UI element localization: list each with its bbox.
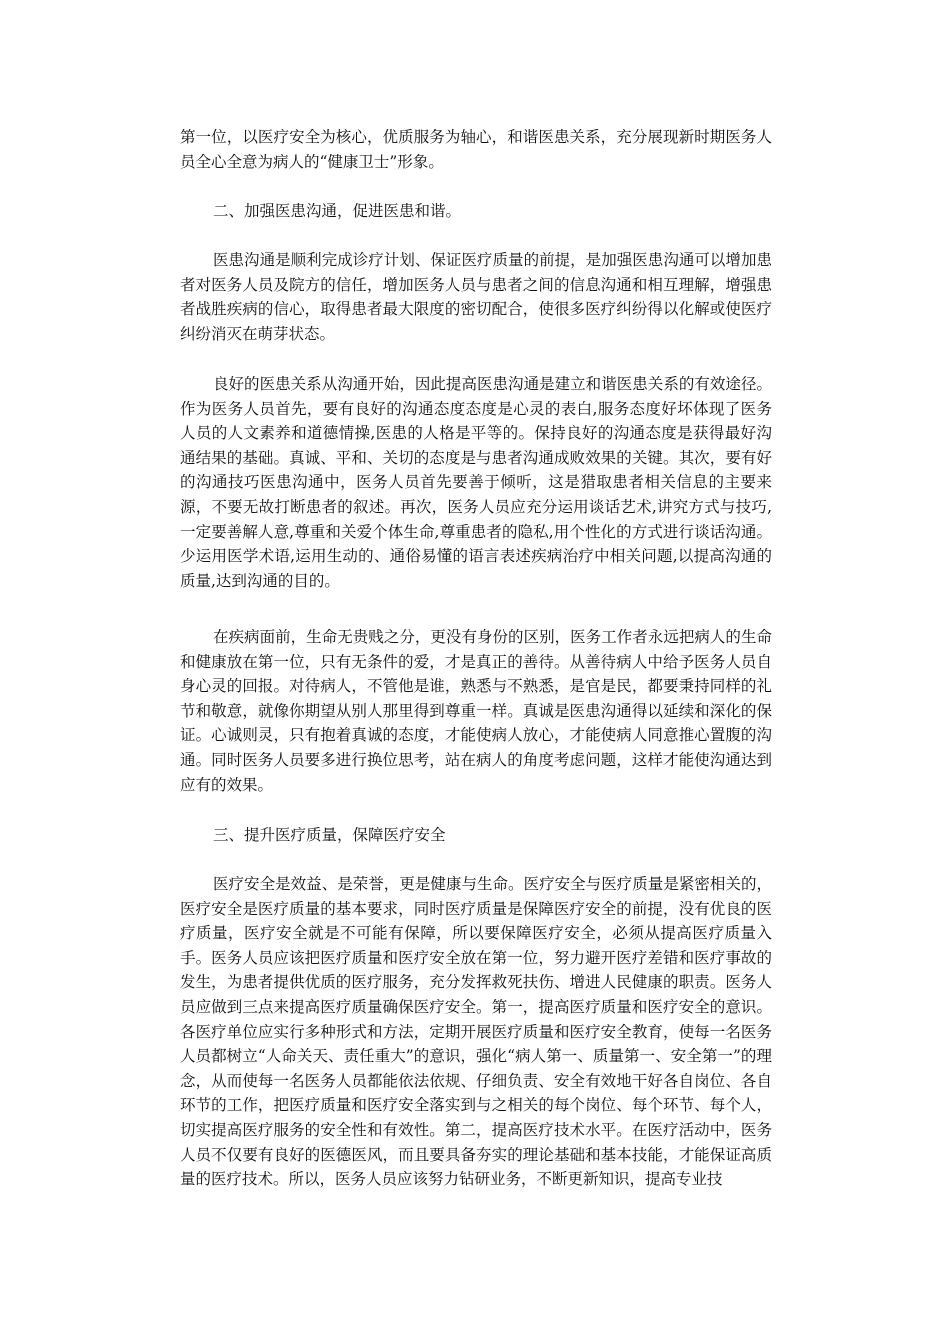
paragraph-text: 良好的医患关系从沟通开始，因此提高医患沟通是建立和谐医患关系的有效途径。作为医务人员首先，要有良好的沟通态度态度是心灵的表白,服务态度好坏体现了医务人员的人文素养和道德情操,医患的人格是平等的。保持良好的沟通态度是获得最好沟通结果的基础。真诚、平和、关切的态度是与患者沟通成败效果的关键。其次，要有好的沟通技巧医患沟通中，医务人员首先要善于倾听，这是猎取患者相关信息的主要来源，不要无故打断患者的叙述。再次，医务人员应充分运用谈话艺术,讲究方式与技巧,一定要善解人意,尊重和关爱个体生命,尊重患者的隐私,用个性化的方式进行谈话沟通。少运用医学术语,运用生动的、通俗易懂的语言表述疾病治疗中相关问题,以提高沟通的质量,达到沟通的目的。 xyxy=(180,375,772,590)
paragraph-doctor-patient-communication xyxy=(180,248,772,346)
paragraph-intro-continuation xyxy=(180,125,772,174)
heading-text: 二、加强医患沟通，促进医患和谐。 xyxy=(213,202,462,220)
paragraph-text: 第一位，以医疗安全为核心，优质服务为轴心，和谐医患关系，充分展现新时期医务人员全心全意为病人的“健康卫士”形象。 xyxy=(180,128,772,171)
paragraph-text: 医患沟通是顺利完成诊疗计划、保证医疗质量的前提，是加强医患沟通可以增加患者对医务人员及院方的信任，增加医务人员与患者之间的信息沟通和相互理解，增强患者战胜疾病的信心，取得患者最大限度的密切配合，使很多医疗纠纷得以化解或使医疗纠纷消灭在萌芽状态。 xyxy=(180,251,772,343)
paragraph-text: 医疗安全是效益、是荣誉，更是健康与生命。医疗安全与医疗质量是紧密相关的，医疗安全是医疗质量的基本要求，同时医疗质量是保障医疗安全的前提，没有优良的医疗质量，医疗安全就是不可能有保障，所以要保障医疗安全，必须从提高医疗质量入手。医务人员应该把医疗质量和医疗安全放在第一位，努力避开医疗差错和医疗事故的发生，为患者提供优质的医疗服务，充分发挥救死扶伤、增进人民健康的职责。医务人员应做到三点来提高医疗质量确保医疗安全。第一，提高医疗质量和医疗安全的意识。各医疗单位应实行多种形式和方法，定期开展医疗质量和医疗安全教育，使每一名医务人员都树立“人命关天、责任重大”的意识，强化“病人第一、质量第一、安全第一”的理念，从而使每一名医务人员都能依法依规、仔细负责、安全有效地干好各自岗位、各自环节的工作，把医疗质量和医疗安全落实到与之相关的每个岗位、每个环节、每个人，切实提高医疗服务的安全性和有效性。第二，提高医疗技术水平。在医疗活动中，医务人员不仅要有良好的医德医风，而且要具备夯实的理论基础和基本技能，才能保证高质量的医疗技术。所以，医务人员应该努力钻研业务，不断更新知识，提高专业技 xyxy=(180,875,772,1189)
section-heading-2 xyxy=(180,199,772,224)
paragraph-medical-safety xyxy=(180,872,772,1192)
paragraph-text: 在疾病面前，生命无贵贱之分，更没有身份的区别，医务工作者永远把病人的生命和健康放在第一位，只有无条件的爱，才是真正的善待。从善待病人中给予医务人员自身心灵的回报。对待病人，不管他是谁，熟悉与不熟悉，是官是民，都要秉持同样的礼节和敬意，就像你期望从别人那里得到尊重一样。真诚是医患沟通得以延续和深化的保证。心诚则灵，只有抱着真诚的态度，才能使病人放心，才能使病人同意推心置腹的沟通。同时医务人员要多进行换位思考，站在病人的角度考虑问题，这样才能使沟通达到应有的效果。 xyxy=(180,628,772,794)
paragraph-before-illness xyxy=(180,625,772,797)
section-heading-3 xyxy=(180,823,772,848)
paragraph-good-relations xyxy=(180,372,772,593)
heading-text: 三、提升医疗质量，保障医疗安全 xyxy=(213,826,446,844)
